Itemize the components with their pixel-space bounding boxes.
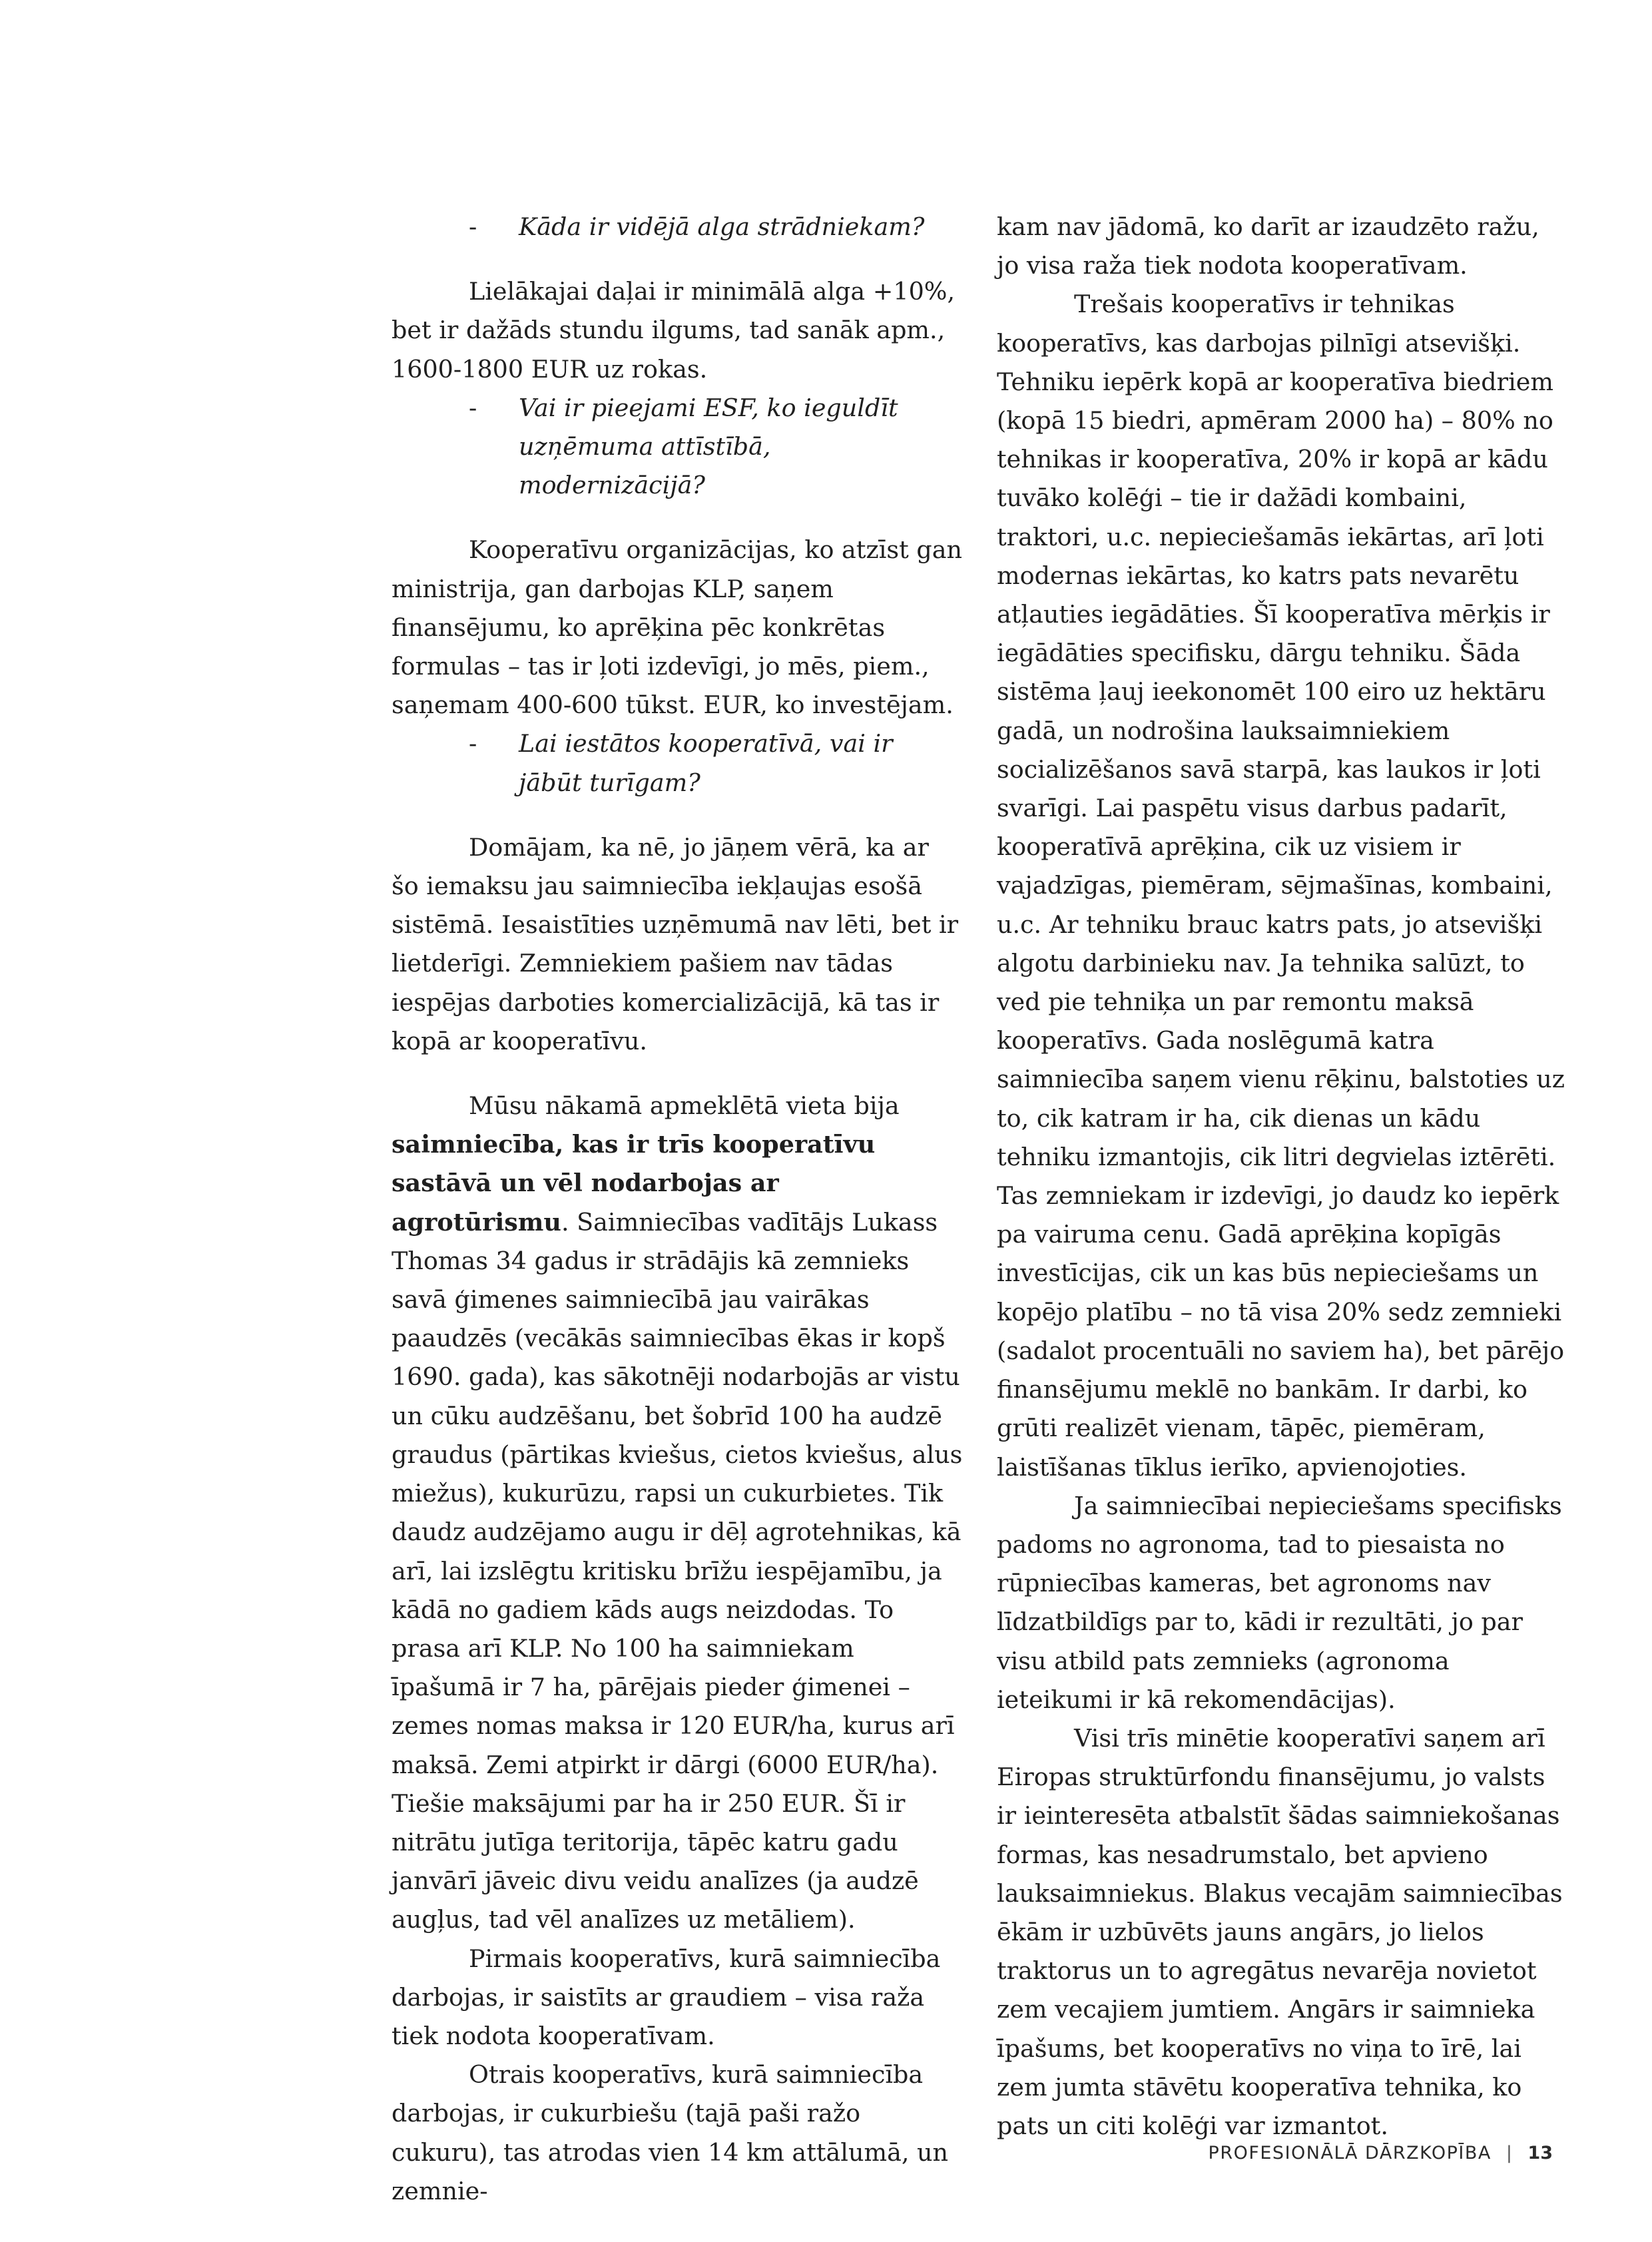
paragraph-text-start: Mūsu nākamā apmeklētā vieta bija: [469, 1091, 900, 1121]
answer-paragraph: Lielākajai daļai ir minimālā alga +10%, bet ir dažāds stundu ilgums, tad sanāk apm., 1600-1800 EUR uz rokas.: [392, 277, 956, 384]
footer-separator: |: [1506, 2143, 1514, 2163]
highlighted-text: saimniecība, kas ir trīs kooperatīvu sastāvā un vēl nodarbojas ar agrotūrismu: [392, 1130, 876, 1237]
interview-question: [392, 724, 963, 802]
interview-question: [392, 389, 963, 505]
publication-title: PROFESIONĀLĀ DĀRZKOPĪBA: [1208, 2143, 1492, 2163]
body-paragraph: Otrais kooperatīvs, kurā saimniecība darbojas, ir cukurbiešu (tajā paši ražo cukuru), tas atrodas vien 14 km attālumā, un zemnie-: [392, 2060, 949, 2205]
question-dash: -: [469, 212, 477, 241]
question-dash: -: [469, 393, 477, 422]
body-paragraph: Ja saimniecībai nepieciešams specifisks padoms no agronoma, tad to piesaista no rūpniecības kameras, bet agronoms nav līdzatbildīgs par to, kādi ir rezultāti, jo par visu atbild pats zemnieks (agronoma ieteikumi ir kā rekomendācijas).: [997, 1491, 1562, 1714]
question-dash: -: [469, 729, 477, 758]
question-text: Vai ir pieejami ESF, ko ieguldīt uzņēmuma attīstībā, modernizācijā?: [519, 393, 898, 500]
answer-paragraph: Domājam, ka nē, jo jāņem vērā, ka ar šo iemaksu jau saimniecība iekļaujas esošā sistēmā. Iesaistīties uzņēmumā nav lēti, bet ir lietderīgi. Zemniekiem pašiem nav tādas iespējas darboties komercializācijā, kā tas ir kopā ar kooperatīvu.: [392, 832, 959, 1055]
paragraph-text-rest: . Saimniecības vadītājs Lukass Thomas 34 gadus ir strādājis kā zemnieks savā ģimenes saimniecībā jau vairākas paaudzēs (vecākās saimniecības ēkas ir kopš 1690. gada), kas sākotnēji nodarbojās ar vistu un cūku audzēšanu, bet šobrīd 100 ha audzē graudus (pārtikas kviešus, cietos kviešus, alus miežus), kukurūzu, rapsi un cukurbietes. Tik daudz audzējamo augu ir dēļ agrotehnikas, kā arī, lai izslēgtu kritisku brīžu iespējamību, ja kādā no gadiem kāds augs neizdodas. To prasa arī KLP. No 100 ha saimniekam īpašumā ir 7 ha, pārējais pieder ģimenei – zemes nomas maksa ir 120 EUR/ha, kurus arī maksā. Zemi atpirkt ir dārgi (6000 EUR/ha). Tiešie maksājumi par ha ir 250 EUR. Šī ir nitrātu jutīga teritorija, tāpēc katru gadu janvārī jāveic divu veidu analīzes (ja audzē augļus, tad vēl analīzes uz metāliem).: [392, 1207, 963, 1934]
question-text: Kāda ir vidējā alga strādniekam?: [519, 212, 925, 241]
answer-paragraph: Kooperatīvu organizācijas, ko atzīst gan ministrija, gan darbojas KLP, saņem finansējumu, ko aprēķina pēc konkrētas formulas – tas ir ļoti izdevīgi, jo mēs, piem., saņemam 400-600 tūkst. EUR, ko investējam.: [392, 535, 962, 720]
question-text: Lai iestātos kooperatīvā, vai ir jābūt turīgam?: [519, 729, 893, 797]
body-paragraph: Visi trīs minētie kooperatīvi saņem arī Eiropas struktūrfondu finansējumu, jo valsts ir ieinteresēta atbalstīt šādas saimniekošanas formas, kas nesadrumstalo, bet apvieno lauksaimniekus. Blakus vecajām saimniecības ēkām ir uzbūvēts jauns angārs, jo lielos traktorus un to agregātus nevarēja novietot zem vecajiem jumtiem. Angārs ir saimnieka īpašums, bet kooperatīvs no viņa to īrē, lai zem jumta stāvētu kooperatīva tehnika, ko pats un citi kolēģi var izmantot.: [997, 1723, 1563, 2140]
page-footer: [1209, 2143, 1553, 2163]
body-paragraph: Trešais kooperatīvs ir tehnikas kooperatīvs, kas darbojas pilnīgi atsevišķi. Tehniku iepērk kopā ar kooperatīva biedriem (kopā 15 biedri, apmēram 2000 ha) – 80% no tehnikas ir kooperatīva, 20% ir kopā ar kādu tuvāko kolēģi – tie ir dažādi kombaini, traktori, u.c. nepieciešamās iekārtas, arī ļoti modernas iekārtas, ko katrs pats nevarētu atļauties iegādāties. Šī kooperatīva mērķis ir iegādāties specifisku, dārgu tehniku. Šāda sistēma ļauj ieekonomēt 100 eiro uz hektāru gadā, un nodrošina lauksaimniekiem socializēšanos savā starpā, kas laukos ir ļoti svarīgi. Lai paspētu visus darbus padarīt, kooperatīvā aprēķina, cik uz visiem ir vajadzīgas, piemēram, sējmašīnas, kombaini, u.c. Ar tehniku brauc katrs pats, jo atsevišķi algotu darbinieku nav. Ja tehnika salūzt, to ved pie tehniķa un par remontu maksā kooperatīvs. Gada noslēgumā katra saimniecība saņem vienu rēķinu, balstoties uz to, cik katram ir ha, cik dienas un kādu tehniku izmantojis, cik litri degvielas iztērēti. Tas zemniekam ir izdevīgi, jo daudz ko iepērk pa vairuma cenu. Gadā aprēķina kopīgās investīcijas, cik un kas būs nepieciešams un kopējo platību – no tā visa 20% sedz zemnieki (sadalot procentuāli no saviem ha), bet pārējo finansējumu meklē no bankām. Ir darbi, ko grūti realizēt vienam, tāpēc, piemēram, laistīšanas tīklus ierīko, apvienojoties.: [997, 290, 1565, 1482]
body-paragraph: Pirmais kooperatīvs, kurā saimniecība darbojas, ir saistīts ar graudiem – visa raža tiek nodota kooperatīvam.: [392, 1944, 941, 2050]
page-number: 13: [1527, 2143, 1553, 2163]
left-column: [392, 208, 963, 2211]
right-column: [997, 208, 1568, 2145]
interview-question: [392, 208, 963, 246]
body-paragraph: [392, 1087, 963, 1939]
body-paragraph-continued: kam nav jādomā, ko darīt ar izaudzēto ražu, jo visa raža tiek nodota kooperatīvam.: [997, 212, 1539, 280]
